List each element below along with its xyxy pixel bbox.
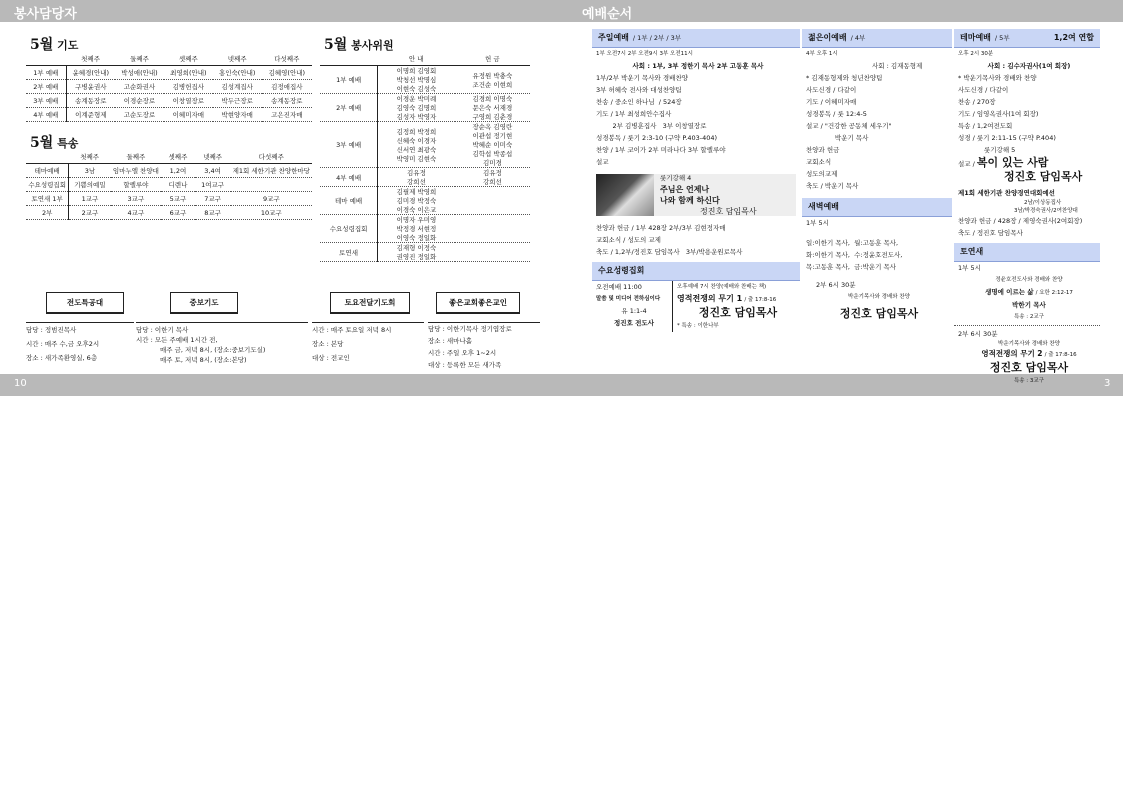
table-header-cell <box>26 52 66 66</box>
table-cell: 3남 <box>69 164 111 178</box>
prayer-table <box>26 52 312 122</box>
sunday-leader: 사회 : 1부, 3부 정한기 목사 2부 고동훈 목사 <box>632 62 764 70</box>
table-cell: 박두근장로 <box>213 94 262 108</box>
service-title-month: 5월 <box>324 37 348 53</box>
table-row <box>320 243 530 262</box>
row-label: 2부 예배 <box>320 94 378 122</box>
row-label: 수요성령집회 <box>26 178 69 192</box>
order-line: 성도의교제 <box>806 170 838 178</box>
row-label: 토연새 1부 <box>26 192 69 206</box>
row-label: 3부 예배 <box>26 94 66 108</box>
order-line: 화:이한기 목사, 수:정윤호전도사, <box>806 251 903 259</box>
youth-order <box>802 72 952 192</box>
table-cell: 이명자 우미영 박정경 서현정 이영숙 정일화 <box>378 215 455 243</box>
order-line: 기도 / 1부 최성희안수집사 <box>596 110 672 118</box>
sermon-series: 룻기강해 4 <box>660 174 692 182</box>
order-line: 기도 / 임영옥권사(1여 회장) <box>958 110 1039 118</box>
order-line: 성경봉독 / 룻 12:4-5 <box>806 110 867 118</box>
dawn-second: 2부 6시 30분 <box>816 281 856 289</box>
info-line: 담당 : 정범진목사 <box>26 326 77 334</box>
table-cell: 2교구 <box>69 206 111 220</box>
wednesday-header <box>592 262 800 281</box>
wednesday-header-title: 수요성령집회 <box>598 266 645 275</box>
table-header-cell: 둘째주 <box>115 52 164 66</box>
info-newcomer <box>428 322 540 375</box>
table-cell: 김경희 이명숙 문은숙 서재경 구영희 김춘경 <box>455 94 530 122</box>
order-line: 설교 / "건강한 공동체 세우기" <box>806 122 892 130</box>
table-cell: 6교구 <box>161 206 194 220</box>
order-line: 일:이한기 목사, 월:고동훈 목사, <box>806 239 899 247</box>
table-header-cell: 셋째주 <box>161 150 194 164</box>
saturday-prayer-button[interactable]: 토요전달기도회 <box>330 292 410 314</box>
row-label: 3부 예배 <box>320 122 378 168</box>
table-row <box>26 66 312 80</box>
top-band <box>0 0 1123 22</box>
table-cell: 박현양자매 <box>213 108 262 122</box>
table-cell: 9교구 <box>231 192 312 206</box>
info-line: 담당 : 이한기 목사 <box>136 326 189 334</box>
dawn-second-lead: 박운기목사와 경배와 찬양 <box>848 294 910 300</box>
order-line: 성경봉독 / 룻기 2:3-10 (구약 P.403-404) <box>596 134 718 142</box>
wednesday-am-time: 오전예배 11:00 <box>596 283 642 291</box>
left-band-title: 봉사담당자 <box>14 7 77 22</box>
table-header-cell: 둘째주 <box>111 150 162 164</box>
saturday-first-note: 특송 : 2교구 <box>1013 314 1045 320</box>
wednesday-pm-time: 오후예배 7시 찬양(예배와 찬배는 책) <box>677 284 767 290</box>
table-cell: 1,2여 <box>161 164 194 178</box>
order-line: 축도 / 정진호 담임목사 <box>958 229 1023 237</box>
table-header-cell: 헌 금 <box>455 52 530 66</box>
saturday-first: 1부 5시 <box>958 264 981 272</box>
order-line: 성경 / 룻기 2:11-15 (구약 P.404) <box>958 134 1056 142</box>
table-cell: 4교구 <box>111 206 162 220</box>
youth-header-title: 젊은이예배 <box>808 33 847 42</box>
sunday-header <box>592 29 800 48</box>
table-row <box>26 94 312 108</box>
table-cell: 고순도장로 <box>115 108 164 122</box>
sunday-order <box>592 72 800 168</box>
table-cell: 김재형 이정숙 권영진 정일화 <box>378 243 455 262</box>
service-table <box>320 52 530 262</box>
table-cell: 이경운 박미례 김영숙 김명희 김성자 박영자 <box>378 94 455 122</box>
saturday-header-title: 토연새 <box>960 247 984 256</box>
row-label: 테마예배 <box>26 164 69 178</box>
row-label: 1부 예배 <box>320 66 378 94</box>
order-line: * 박운기목사와 경배와 찬양 <box>958 74 1037 82</box>
saturday-second-lead: 박운기목사와 경배와 찬양 <box>998 341 1060 347</box>
table-cell: 1교구 <box>69 192 111 206</box>
table-cell: 최영희(안내) <box>164 66 213 80</box>
theme-event: 제1회 세한기관 찬양경연대회예선 <box>958 189 1055 197</box>
wednesday-am-preacher: 정진호 전도사 <box>614 319 654 327</box>
youth-header <box>802 29 952 48</box>
table-header-cell: 넷째주 <box>213 52 262 66</box>
table-cell: 김혜영(안내) <box>262 66 312 80</box>
table-header-cell: 다섯째주 <box>262 52 312 66</box>
table-cell: 3,4여 <box>195 164 231 178</box>
order-line: 축도 / 1,2부/정진호 담임목사 3부/박용운원로목사 <box>596 248 743 256</box>
table-header-cell <box>26 150 69 164</box>
table-cell: 이창열장로 <box>164 94 213 108</box>
table-cell: 할렐루야 <box>111 178 162 192</box>
order-line: 사도신경 / 다같이 <box>958 86 1009 94</box>
sunday-column <box>592 29 800 374</box>
info-line: 장소 : 새가족환영실, 6층 <box>26 354 98 362</box>
table-header-cell: 안 내 <box>378 52 455 66</box>
table-cell: 고은진자매 <box>262 108 312 122</box>
right-band-title: 예배순서 <box>582 7 633 22</box>
left-page <box>12 22 545 374</box>
info-evangelism <box>26 322 134 375</box>
table-row <box>26 164 312 178</box>
saturday-first-preacher: 박한기 목사 <box>1012 301 1046 309</box>
table-cell <box>455 215 530 243</box>
table-cell: 홍인숙(안내) <box>213 66 262 80</box>
order-line: 찬양과 헌금 / 1부 428장 2부/3부 김현정자매 <box>596 224 726 232</box>
intercession-button[interactable]: 중보기도 <box>170 292 238 314</box>
table-row <box>320 215 530 243</box>
table-cell: 송계동장로 <box>262 94 312 108</box>
info-saturday <box>312 322 424 375</box>
info-line: 장소 : 새마나홀 <box>428 337 472 345</box>
info-line: 시간 : 주일 오후 1~2시 <box>428 349 497 357</box>
wednesday-pm-note: * 특송 : 이한나부 <box>677 323 719 329</box>
info-line: 대상 : 전교인 <box>312 354 350 362</box>
table-header-cell: 첫째주 <box>69 150 111 164</box>
table-cell: 이계준형제 <box>66 108 115 122</box>
table-cell: 제1회 세한기관 찬양한마당 <box>231 164 312 178</box>
table-cell: 임마누엘 찬양대 <box>111 164 162 178</box>
order-line: 목:고동훈 목사, 금:박운기 목사 <box>806 263 897 271</box>
good-church-button[interactable]: 좋은교회좋은교인 <box>436 292 520 314</box>
sunday-times: 1부 오전7시 2부 오전9시 3부 오전11시 <box>596 51 693 57</box>
table-cell: 7교구 <box>195 192 231 206</box>
table-cell: 윤혜경(안내) <box>66 66 115 80</box>
wednesday-pm-title: 영적전쟁의 무기 1 <box>677 294 743 303</box>
wednesday-pm-preacher: 정진호 담임목사 <box>698 306 778 319</box>
row-label: 토연새 <box>320 243 378 262</box>
theme-sermon-title: 복이 있는 사람 <box>976 156 1049 169</box>
table-row <box>320 168 530 187</box>
row-label: 2부 예배 <box>26 80 66 94</box>
theme-header-right: 1,2여 연합 <box>1053 33 1094 42</box>
service-title <box>324 34 394 54</box>
theme-header-title: 테마예배 <box>960 33 991 42</box>
table-cell: 1여교구 <box>195 178 231 192</box>
table-cell <box>231 178 312 192</box>
table-header-cell: 다섯째주 <box>231 150 312 164</box>
order-line: 찬송 / 중소인 하나님 / 524장 <box>596 98 682 106</box>
table-cell: 고순화권사 <box>115 80 164 94</box>
sunday-header-sub: / 1부 / 2부 / 3부 <box>632 34 682 42</box>
saturday-first-lead: 정윤호전도사와 경배와 찬양 <box>995 277 1063 283</box>
table-cell: 기쁨의예밀 <box>69 178 111 192</box>
table-cell: 김성계집사 <box>213 80 262 94</box>
wednesday-am <box>592 281 673 332</box>
table-cell: 김병헌집사 <box>164 80 213 94</box>
theme-column <box>954 29 1100 384</box>
order-line: 박운기 목사 <box>806 134 869 142</box>
sunday-sermon <box>596 174 796 216</box>
info-intercession <box>136 322 308 377</box>
info-line: 시간 : 매주 토요일 저녁 8시 <box>312 326 392 334</box>
info-line: 시간 : 모든 주예배 1시간 전, <box>136 336 218 344</box>
theme-event-sub2: 3남/박경숙권사/2여찬양대 <box>1014 208 1078 214</box>
order-line: 축도 / 박운기 목사 <box>806 182 859 190</box>
row-label: 1부 예배 <box>26 66 66 80</box>
saturday-first-title: 생명에 이르는 삶 <box>985 288 1034 296</box>
sunday-header-title: 주일예배 <box>598 33 629 42</box>
table-header-cell: 첫째주 <box>66 52 115 66</box>
row-label: 4부 예배 <box>26 108 66 122</box>
youth-header-sub: / 4부 <box>850 34 866 42</box>
dawn-header-title: 새벽예배 <box>808 202 839 211</box>
order-line: 찬양 / 1부 코이가 2부 미라나다 3부 할렐루야 <box>596 146 726 154</box>
special-title-month: 5월 <box>30 135 54 151</box>
sunday-after <box>592 222 800 258</box>
prayer-title-text: 기도 <box>57 39 79 52</box>
theme-order <box>954 72 1100 144</box>
wednesday-am-ref: 유 1:1-4 <box>621 307 647 315</box>
dawn-preachers <box>802 237 952 273</box>
table-cell: 김정희 박정희 신혜숙 이경자 신서연 최광숙 박영미 김현숙 <box>378 122 455 168</box>
dawn-preacher: 정진호 담임목사 <box>839 307 919 320</box>
table-cell: 8교구 <box>195 206 231 220</box>
table-row <box>26 80 312 94</box>
table-cell: 이명희 김영회 박청선 박명심 이현숙 김성숙 <box>378 66 455 94</box>
table-cell: 장순옥 김영란 이관섭 정기현 박혜순 이미숙 김학섭 박종섭 김미경 <box>455 122 530 168</box>
row-label: 2부 <box>26 206 69 220</box>
special-table <box>26 150 312 220</box>
theme-sermon-label: 설교 / <box>958 160 975 168</box>
row-label: 테마 예배 <box>320 187 378 215</box>
sermon-title-line2: 나와 함께 하신다 <box>660 196 720 205</box>
order-line: 설교 <box>596 158 609 166</box>
right-page-number: 3 <box>1104 378 1111 389</box>
table-cell: 김필제 박영희 김미경 박정숙 이경숙 이은교 <box>378 187 455 215</box>
info-line: 장소 : 본당 <box>312 340 344 348</box>
special-title <box>30 132 78 152</box>
sermon-preacher: 정진호 담임목사 <box>700 207 757 216</box>
info-line: 매주 토, 저녁 8시, (장소:본당) <box>160 356 247 364</box>
table-header-cell: 넷째주 <box>195 150 231 164</box>
table-cell: 이경순장로 <box>115 94 164 108</box>
order-line: 교회소식 <box>806 158 832 166</box>
wednesday-am-title: 말씀 및 미디어 전하심이다 <box>596 296 661 302</box>
info-line: 매주 금, 저녁 8시, (장소:중보기도실) <box>160 346 266 354</box>
table-row <box>26 178 312 192</box>
theme-time: 오후 2시 30분 <box>958 51 994 57</box>
sermon-photo <box>596 174 654 216</box>
info-line: 담당 : 이한기목사 정기엽장로 <box>428 325 512 333</box>
saturday-first-ref: / 요한 2:12-17 <box>1035 290 1073 296</box>
wednesday-pm-ref: / 출 17:8-16 <box>744 297 777 303</box>
order-line: 특송 / 1,2여전도회 <box>958 122 1013 130</box>
table-row <box>26 108 312 122</box>
info-line: 시간 : 매주 수,금 오후2시 <box>26 340 100 348</box>
table-cell: 김정애집사 <box>262 80 312 94</box>
order-line: * 김재동형제와 청년찬양팀 <box>806 74 883 82</box>
prayer-title <box>30 34 78 54</box>
table-cell: 김유정 강희선 <box>455 168 530 187</box>
table-cell: 3교구 <box>111 192 162 206</box>
theme-header-sub: / 5부 <box>994 34 1010 42</box>
special-title-text: 특송 <box>57 137 79 150</box>
table-row <box>320 187 530 215</box>
saturday-second-ref: / 출 17:8-16 <box>1044 352 1077 358</box>
table-cell: 이혜미자매 <box>164 108 213 122</box>
table-cell: 송계동장로 <box>66 94 115 108</box>
table-header-cell: 셋째주 <box>164 52 213 66</box>
theme-after <box>954 215 1100 239</box>
table-header-cell <box>320 52 378 66</box>
dawn-header <box>802 198 952 217</box>
table-cell: 박성애(안내) <box>115 66 164 80</box>
service-title-text: 봉사위원 <box>351 39 394 52</box>
table-cell: 디렌나 <box>161 178 194 192</box>
saturday-second-preacher: 정진호 담임목사 <box>989 361 1069 374</box>
table-row <box>320 122 530 168</box>
order-line: 찬양과 헌금 / 428장 / 제영숙권사(2여회장) <box>958 217 1083 225</box>
order-line: 찬양과 헌금 <box>806 146 840 154</box>
order-line: 2부 김병훈집사 3부 이창열장로 <box>596 122 707 130</box>
youth-time: 4부 오후 1시 <box>806 51 838 57</box>
info-line: 대상 : 등록한 모든 새가족 <box>428 361 502 369</box>
table-row <box>320 66 530 94</box>
order-line: 교회소식 / 성도의 교제 <box>596 236 661 244</box>
right-page <box>578 22 1110 384</box>
table-cell: 김유정 강희선 <box>378 168 455 187</box>
order-line: 기도 / 이혜미자매 <box>806 98 857 106</box>
table-row <box>320 94 530 122</box>
youth-column <box>802 29 952 374</box>
saturday-second-note: 특송 : 3교구 <box>1013 378 1045 384</box>
order-line: 찬송 / 270장 <box>958 98 996 106</box>
theme-leader: 사회 : 김수자권사(1여 회장) <box>987 62 1071 70</box>
wednesday-pm <box>673 281 799 332</box>
row-label: 4부 예배 <box>320 168 378 187</box>
theme-header <box>954 29 1100 48</box>
theme-event-sub1: 2남/이상동집사 <box>1024 200 1062 206</box>
table-cell: 유정원 박충숙 조건순 이현희 <box>455 66 530 94</box>
theme-sermon-series: 룻기강해 5 <box>984 146 1016 154</box>
order-line: 사도신경 / 다같이 <box>806 86 857 94</box>
prayer-title-month: 5월 <box>30 37 54 53</box>
theme-preacher: 정진호 담임목사 <box>1004 170 1083 183</box>
table-row <box>26 206 312 220</box>
youth-leader: 사회 : 김재동형제 <box>872 62 923 70</box>
saturday-header <box>954 243 1100 262</box>
left-page-number: 10 <box>14 378 27 389</box>
order-line: 3부 허혜숙 전사와 대성찬양팀 <box>596 86 682 94</box>
saturday-second: 2부 6시 30분 <box>958 330 998 338</box>
evangelism-team-button[interactable]: 전도특공대 <box>46 292 124 314</box>
dawn-first: 1부 5시 <box>806 219 829 227</box>
table-cell <box>455 187 530 215</box>
table-cell: 구병윤권사 <box>66 80 115 94</box>
table-cell <box>455 243 530 262</box>
saturday-second-title: 영적전쟁의 무기 2 <box>981 349 1043 358</box>
sermon-title-line1: 주님은 언제나 <box>660 185 710 194</box>
table-row <box>26 192 312 206</box>
order-line: 1부/2부 박운기 목사와 경배찬양 <box>596 74 689 82</box>
table-cell: 10교구 <box>231 206 312 220</box>
table-cell: 5교구 <box>161 192 194 206</box>
row-label: 수요성령집회 <box>320 215 378 243</box>
